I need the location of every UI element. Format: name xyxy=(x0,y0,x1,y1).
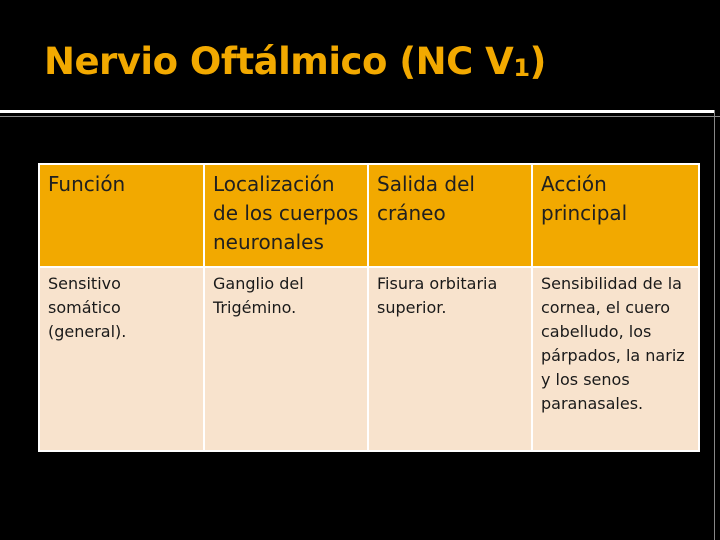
slide-title-text: Nervio Oftálmico (NC V xyxy=(44,40,514,83)
cell-localizacion: Ganglio del Trigémino. xyxy=(204,267,368,451)
title-divider-thin xyxy=(0,116,720,117)
table-header-row xyxy=(39,164,699,267)
title-divider xyxy=(0,110,714,113)
header-funcion: Función xyxy=(39,164,204,267)
header-salida: Salida del cráneo xyxy=(368,164,532,267)
slide-title-close: ) xyxy=(529,40,546,83)
slide-title-subscript: 1 xyxy=(513,54,530,82)
right-edge-line xyxy=(714,110,715,540)
cell-funcion: Sensitivo somático (general). xyxy=(39,267,204,451)
table-row xyxy=(39,267,699,451)
slide-title xyxy=(44,40,546,83)
header-accion: Acción principal xyxy=(532,164,699,267)
title-bar xyxy=(0,0,720,110)
nerve-table xyxy=(38,163,700,452)
cell-accion: Sensibilidad de la cornea, el cuero cabelludo, los párpados, la nariz y los senos paranasales. xyxy=(532,267,699,451)
header-localizacion: Localización de los cuerpos neuronales xyxy=(204,164,368,267)
cell-salida: Fisura orbitaria superior. xyxy=(368,267,532,451)
